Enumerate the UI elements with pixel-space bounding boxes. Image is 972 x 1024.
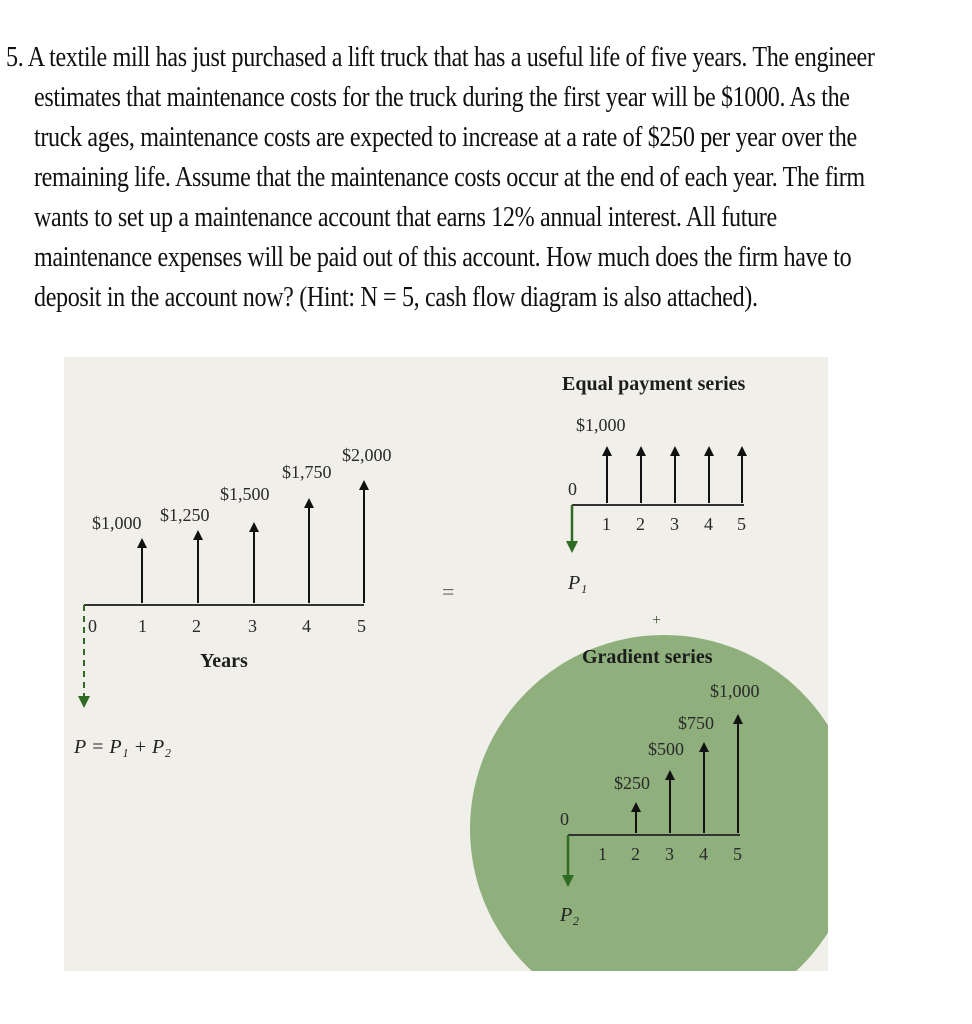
equals-sign: = <box>442 579 455 604</box>
problem-line-7: deposit in the account now? (Hint: N = 5, cash flow diagram is also attached). <box>34 282 758 313</box>
gradient-series-p2-label: P₂ <box>560 904 580 926</box>
equal-tick-2: 2 <box>636 514 645 534</box>
problem-line-3: truck ages, maintenance costs are expected to increase at a rate of $250 per year over the <box>34 122 857 153</box>
plus-sign: + <box>652 612 662 629</box>
cash-flow-figure <box>64 357 828 971</box>
cash-flow-label-2: $1,250 <box>160 505 210 525</box>
gradient-amount-1: $250 <box>614 773 650 793</box>
tick-5: 5 <box>357 616 366 636</box>
gradient-tick-3: 3 <box>665 844 674 864</box>
cash-flow-label-3: $1,500 <box>220 484 270 504</box>
cash-flow-diagram <box>64 357 828 971</box>
equal-payment-series <box>562 373 746 594</box>
gradient-series-zero: 0 <box>560 809 569 829</box>
tick-1: 1 <box>138 616 147 636</box>
equal-tick-5: 5 <box>737 514 746 534</box>
gradient-amount-2: $500 <box>648 739 684 759</box>
years-axis-label: Years <box>200 650 248 672</box>
problem-line-5: wants to set up a maintenance account that earns 12% annual interest. All future <box>34 202 777 233</box>
present-worth-equation: P = P₁ + P₂ <box>74 736 172 758</box>
cash-flow-label-5: $2,000 <box>342 445 392 465</box>
gradient-tick-2: 2 <box>631 844 640 864</box>
equal-tick-4: 4 <box>704 514 713 534</box>
problem-text-1: A textile mill has just purchased a lift truck that has a useful life of five years. The engineer <box>27 42 875 73</box>
cash-flow-label-4: $1,750 <box>282 462 332 482</box>
equal-series-p1-label: P₁ <box>568 572 588 594</box>
gradient-tick-1: 1 <box>598 844 607 864</box>
gradient-amount-4: $1,000 <box>710 681 760 701</box>
gradient-tick-4: 4 <box>699 844 708 864</box>
cash-flow-label-1: $1,000 <box>92 513 142 533</box>
tick-4: 4 <box>302 616 311 636</box>
tick-0: 0 <box>88 616 97 636</box>
gradient-series-title: Gradient series <box>582 646 713 668</box>
combined-cash-flow <box>73 445 392 758</box>
equal-series-title: Equal payment series <box>562 373 746 395</box>
equal-tick-1: 1 <box>602 514 611 534</box>
problem-line-2: estimates that maintenance costs for the truck during the first year will be $1000. As the <box>34 82 850 113</box>
problem-line-6: maintenance expenses will be paid out of this account. How much does the firm have to <box>34 242 852 273</box>
gradient-amount-3: $750 <box>678 713 714 733</box>
equal-series-zero: 0 <box>568 479 577 499</box>
equal-series-amount: $1,000 <box>576 415 626 435</box>
problem-line-4: remaining life. Assume that the maintenance costs occur at the end of each year. The firm <box>34 162 865 193</box>
problem-line-1 <box>6 38 875 78</box>
gradient-tick-5: 5 <box>733 844 742 864</box>
tick-2: 2 <box>192 616 201 636</box>
problem-number: 5. <box>6 42 24 73</box>
tick-3: 3 <box>248 616 257 636</box>
equal-tick-3: 3 <box>670 514 679 534</box>
gradient-series-circle <box>470 635 828 971</box>
